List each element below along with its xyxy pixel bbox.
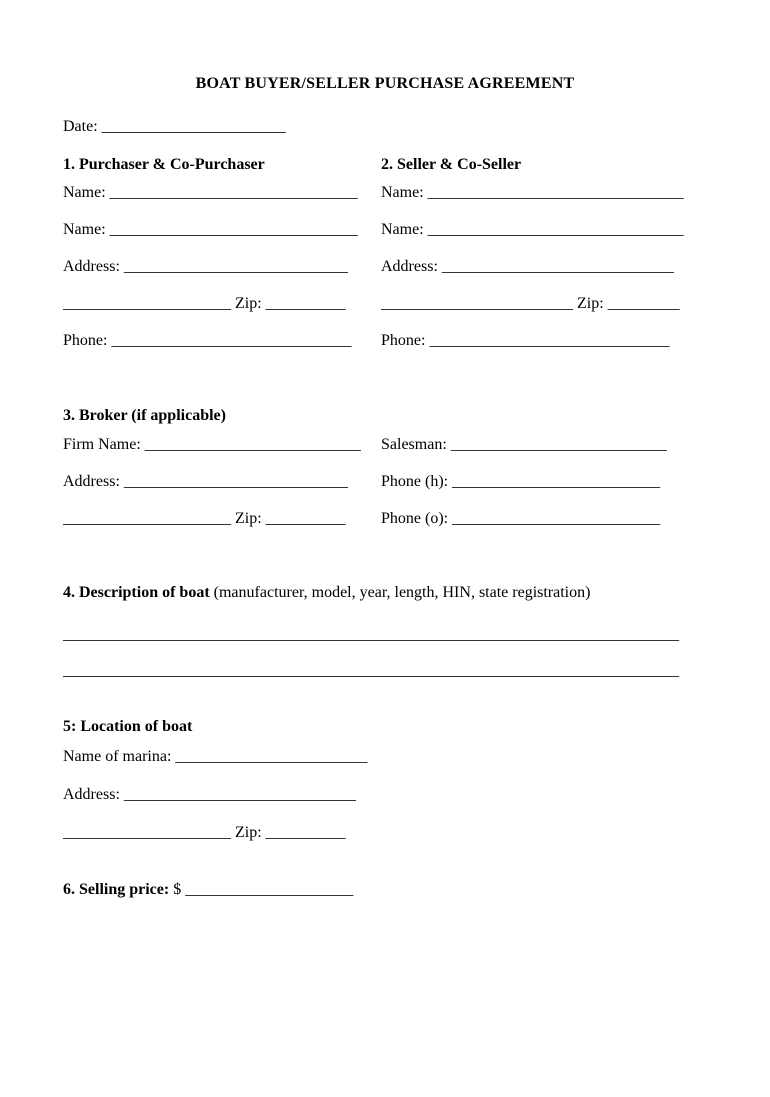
seller-zip-label: Zip: bbox=[577, 295, 604, 312]
broker-section bbox=[63, 405, 707, 545]
broker-address-blank: ____________________________ bbox=[123, 473, 348, 490]
marina-name-label: Name of marina: bbox=[63, 748, 172, 765]
purchaser-name-blank: _______________________________ bbox=[109, 184, 358, 201]
seller-column bbox=[381, 154, 707, 367]
seller-name-label: Name: bbox=[381, 184, 424, 201]
seller-zip-field bbox=[381, 293, 707, 315]
selling-price-blank: _____________________ bbox=[185, 881, 354, 898]
broker-zip-field bbox=[63, 508, 361, 530]
purchaser-phone-blank: ______________________________ bbox=[111, 332, 352, 349]
boat-description-heading-normal: (manufacturer, model, year, length, HIN, state registration) bbox=[209, 584, 591, 601]
purchaser-name2-field bbox=[63, 219, 361, 241]
seller-name-blank: ________________________________ bbox=[427, 184, 684, 201]
marina-name-blank: ________________________ bbox=[175, 748, 368, 765]
boat-location-heading: 5: Location of boat bbox=[63, 718, 193, 735]
broker-address-label: Address: bbox=[63, 473, 120, 490]
broker-salesman-blank: ___________________________ bbox=[450, 436, 667, 453]
date-label: Date: bbox=[63, 118, 98, 135]
broker-phone-h-label: Phone (h): bbox=[381, 473, 449, 490]
broker-zip-blank: __________ bbox=[265, 510, 346, 527]
purchaser-zip-label: Zip: bbox=[235, 295, 262, 312]
seller-name2-field bbox=[381, 219, 707, 241]
selling-price-label: 6. Selling price: bbox=[63, 881, 170, 898]
purchaser-name2-label: Name: bbox=[63, 221, 106, 238]
broker-phone-h-field bbox=[381, 471, 707, 493]
document-title: BOAT BUYER/SELLER PURCHASE AGREEMENT bbox=[195, 75, 575, 92]
broker-phone-o-blank: __________________________ bbox=[452, 510, 661, 527]
broker-firm-label: Firm Name: bbox=[63, 436, 141, 453]
seller-address-blank: _____________________________ bbox=[441, 258, 674, 275]
purchaser-phone-label: Phone: bbox=[63, 332, 108, 349]
boat-description-heading bbox=[63, 582, 707, 604]
date-field bbox=[63, 116, 707, 138]
broker-address-field bbox=[63, 471, 361, 493]
purchaser-phone-field bbox=[63, 330, 361, 352]
broker-zip-label: Zip: bbox=[235, 510, 262, 527]
boat-description-section bbox=[63, 582, 707, 682]
seller-zip-blank: _________ bbox=[607, 295, 680, 312]
broker-phone-o-field bbox=[381, 508, 707, 530]
location-zip-blank: __________ bbox=[265, 824, 346, 841]
seller-name2-blank: ________________________________ bbox=[427, 221, 684, 238]
broker-grid bbox=[63, 434, 707, 545]
boat-description-heading-bold: 4. Description of boat bbox=[63, 584, 210, 601]
selling-price-currency: $ bbox=[173, 881, 182, 898]
broker-phone-o-label: Phone (o): bbox=[381, 510, 449, 527]
location-address-label: Address: bbox=[63, 786, 120, 803]
seller-name-field bbox=[381, 182, 707, 204]
broker-firm-field bbox=[63, 434, 361, 456]
seller-address-cont-blank: ________________________ bbox=[381, 295, 573, 312]
purchaser-address-blank: ____________________________ bbox=[123, 258, 348, 275]
seller-phone-blank: ______________________________ bbox=[429, 332, 670, 349]
broker-left-column bbox=[63, 434, 361, 545]
purchaser-zip-blank: __________ bbox=[265, 295, 346, 312]
broker-salesman-field bbox=[381, 434, 707, 456]
purchaser-heading: 1. Purchaser & Co-Purchaser bbox=[63, 156, 265, 173]
purchaser-address-field bbox=[63, 256, 361, 278]
purchaser-address-cont-blank: _____________________ bbox=[63, 295, 231, 312]
purchaser-name-field bbox=[63, 182, 361, 204]
parties-section bbox=[63, 154, 707, 367]
location-zip-field bbox=[63, 822, 707, 844]
marina-name-field bbox=[63, 746, 707, 768]
broker-heading: 3. Broker (if applicable) bbox=[63, 407, 226, 424]
seller-address-field bbox=[381, 256, 707, 278]
boat-location-section bbox=[63, 716, 707, 844]
location-address-blank: _____________________________ bbox=[123, 786, 356, 803]
broker-address-cont-blank: _____________________ bbox=[63, 510, 231, 527]
purchaser-name2-blank: _______________________________ bbox=[109, 221, 358, 238]
purchaser-address-label: Address: bbox=[63, 258, 120, 275]
boat-description-line-2: _____________________________________________________________________________ bbox=[63, 662, 679, 679]
date-blank: _______________________ bbox=[101, 118, 286, 135]
location-address-cont-blank: _____________________ bbox=[63, 824, 231, 841]
seller-address-label: Address: bbox=[381, 258, 438, 275]
seller-name2-label: Name: bbox=[381, 221, 424, 238]
purchaser-column bbox=[63, 154, 361, 367]
broker-right-column bbox=[381, 434, 707, 545]
selling-price-section bbox=[63, 879, 707, 901]
broker-salesman-label: Salesman: bbox=[381, 436, 447, 453]
location-address-field bbox=[63, 784, 707, 806]
seller-phone-field bbox=[381, 330, 707, 352]
purchaser-name-label: Name: bbox=[63, 184, 106, 201]
seller-heading: 2. Seller & Co-Seller bbox=[381, 156, 522, 173]
broker-phone-h-blank: __________________________ bbox=[452, 473, 661, 490]
location-zip-label: Zip: bbox=[235, 824, 262, 841]
seller-phone-label: Phone: bbox=[381, 332, 426, 349]
purchaser-zip-field bbox=[63, 293, 361, 315]
broker-firm-blank: ___________________________ bbox=[144, 436, 361, 453]
document-page bbox=[0, 73, 770, 901]
boat-description-line-1: _____________________________________________________________________________ bbox=[63, 626, 679, 643]
